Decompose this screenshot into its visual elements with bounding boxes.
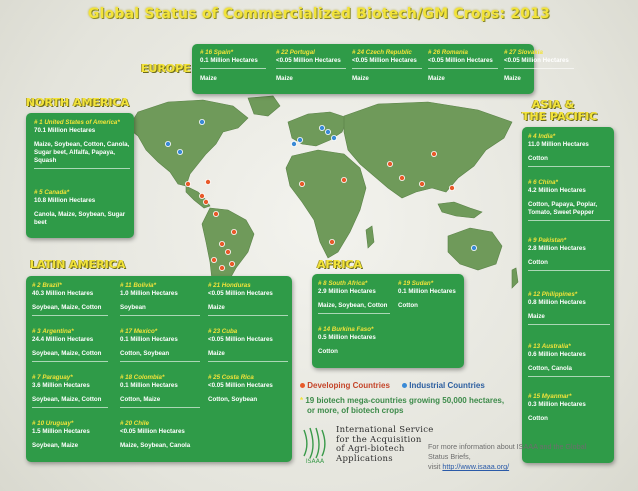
asia-entry-australia: # 13 Australia* 0.6 Million Hectares Cotton, Canola <box>528 343 610 377</box>
marker-brazil <box>231 229 236 234</box>
region-label-north-america: NORTH AMERICA <box>26 96 130 109</box>
marker-canada <box>199 119 204 124</box>
asia-landmass <box>344 102 512 198</box>
marker-myanmar <box>419 181 424 186</box>
asia-entry-myanmar: # 15 Myanmar* 0.3 Million Hectares Cotton <box>528 393 586 422</box>
marker-uruguay <box>229 261 234 266</box>
asia-entry-pakistan: # 9 Pakistan* 2.8 Million Hectares Cotton <box>528 237 610 271</box>
marker-burkina-faso <box>299 181 304 186</box>
region-label-africa: AFRICA <box>317 258 363 271</box>
marker-cuba <box>205 179 210 184</box>
marker-usa-east <box>177 149 182 154</box>
latin-america-entry-mexico: # 17 Mexico* 0.1 Million Hectares Cotton, Soybean <box>120 328 200 362</box>
marker-argentina <box>219 265 224 270</box>
marker-slovakia <box>325 129 330 134</box>
latin-america-entry-uruguay: # 10 Uruguay* 1.5 Million Hectares Soybean, Maize <box>32 420 90 449</box>
marker-colombia <box>213 211 218 216</box>
europe-box <box>192 44 569 94</box>
star-icon: * <box>300 396 304 405</box>
latin-america-entry-honduras: # 21 Honduras <0.05 Million Hectares Maize <box>208 282 288 316</box>
marker-pakistan <box>387 161 392 166</box>
marker-spain <box>297 137 302 142</box>
marker-south-africa <box>329 239 334 244</box>
legend-industrial: Industrial Countries <box>402 381 485 391</box>
marker-usa <box>165 141 170 146</box>
marker-india <box>399 175 404 180</box>
more-info: For more information about ISAAA and the Global Status Briefs, visit http://www.isaaa.org/ <box>428 442 587 471</box>
latin-america-entry-paraguay: # 7 Paraguay* 3.6 Million Hectares Soybean, Maize, Cotton <box>32 374 108 408</box>
latin-america-entry-colombia: # 18 Colombia* 0.1 Million Hectares Cotton, Maize <box>120 374 200 408</box>
asia-box <box>522 127 614 463</box>
marker-honduras <box>199 193 204 198</box>
africa-entry-south-africa: # 8 South Africa* 2.9 Million Hectares Maize, Soybean, Cotton <box>318 280 390 314</box>
marker-costa-rica <box>203 199 208 204</box>
marker-philippines <box>449 185 454 190</box>
latin-america-entry-costa-rica: # 25 Costa Rica <0.05 Million Hectares Cotton, Soybean <box>208 374 273 403</box>
new-zealand-landmass <box>512 268 518 288</box>
africa-landmass <box>286 150 366 258</box>
page-title: Global Status of Commercialized Biotech/GM Crops: 2013 <box>87 6 551 22</box>
region-label-asia-line1: ASIA & <box>532 98 575 111</box>
asia-entry-india: # 4 India* 11.0 Million Hectares Cotton <box>528 133 610 167</box>
indonesia-landmass <box>438 202 482 218</box>
isaaa-name: International Service for the Acquisition of Agri-biotech Applications <box>336 425 434 464</box>
africa-box <box>312 274 464 368</box>
industrial-marker-icon <box>402 383 407 388</box>
europe-entry-romania: # 26 Romania <0.05 Million Hectares Maize <box>428 49 498 83</box>
europe-landmass <box>288 112 348 146</box>
marker-portugal <box>291 141 296 146</box>
africa-entry-sudan: # 19 Sudan* 0.1 Million Hectares Cotton <box>398 280 456 309</box>
asia-entry-china: # 6 China* 4.2 Million Hectares Cotton, Papaya, Poplar, Tomato, Sweet Pepper <box>528 179 610 221</box>
europe-entry-czech-republic: # 24 Czech Republic <0.05 Million Hectares Maize <box>352 49 422 83</box>
latin-america-entry-chile: # 20 Chile <0.05 Million Hectares Maize, Soybean, Canola <box>120 420 191 449</box>
europe-entry-spain: # 16 Spain* 0.1 Million Hectares Maize <box>200 49 266 83</box>
latin-america-box <box>26 276 292 462</box>
europe-entry-slovakia: # 27 Slovakia <0.05 Million Hectares Maize <box>504 49 574 83</box>
isaaa-logo-label: ISAAA <box>305 458 325 464</box>
latin-america-entry-argentina: # 3 Argentina* 24.4 Million Hectares Soybean, Maize, Cotton <box>32 328 108 362</box>
latin-america-entry-cuba: # 23 Cuba <0.05 Million Hectares Maize <box>208 328 288 362</box>
marker-paraguay <box>225 249 230 254</box>
europe-entry-portugal: # 22 Portugal <0.05 Million Hectares Maize <box>276 49 346 83</box>
marker-australia <box>471 245 476 250</box>
developing-marker-icon <box>300 383 305 388</box>
north-america-entry-usa: # 1 United States of America* 70.1 Million Hectares Maize, Soybean, Cotton, Canola, Sugar beet, Alfalfa, Papaya, Squash <box>34 119 130 169</box>
region-label-latin-america: LATIN AMERICA <box>30 258 126 271</box>
asia-entry-philippines: # 12 Philippines* 0.8 Million Hectares Maize <box>528 291 610 325</box>
marker-mexico <box>185 181 190 186</box>
legend-developing: Developing Countries <box>300 381 390 391</box>
africa-entry-burkina-faso: # 14 Burkina Faso* 0.5 Million Hectares Cotton <box>318 326 376 355</box>
greenland-landmass <box>248 96 280 116</box>
marker-romania <box>331 135 336 140</box>
latin-america-entry-bolivia: # 11 Bolivia* 1.0 Million Hectares Soybean <box>120 282 200 316</box>
north-america-entry-canada: # 5 Canada* 10.8 Million Hectares Canola, Maize, Soybean, Sugar beet <box>34 189 126 226</box>
isaaa-logo <box>298 424 332 464</box>
marker-sudan <box>341 177 346 182</box>
north-america-landmass <box>128 100 248 186</box>
latin-america-entry-brazil: # 2 Brazil* 40.3 Million Hectares Soybean, Maize, Cotton <box>32 282 108 316</box>
marker-china <box>431 151 436 156</box>
region-label-asia-line2: THE PACIFIC <box>522 110 598 123</box>
legend-note: * 19 biotech mega-countries growing 50,000 hectares, or more, of biotech crops <box>300 396 505 415</box>
north-america-box <box>26 113 134 238</box>
marker-bolivia <box>219 241 224 246</box>
marker-czech-republic <box>319 125 324 130</box>
isaaa-website-link[interactable]: http://www.isaaa.org/ <box>442 462 510 471</box>
marker-chile <box>211 257 216 262</box>
region-label-europe: EUROPE <box>141 62 191 75</box>
madagascar-landmass <box>366 226 374 248</box>
